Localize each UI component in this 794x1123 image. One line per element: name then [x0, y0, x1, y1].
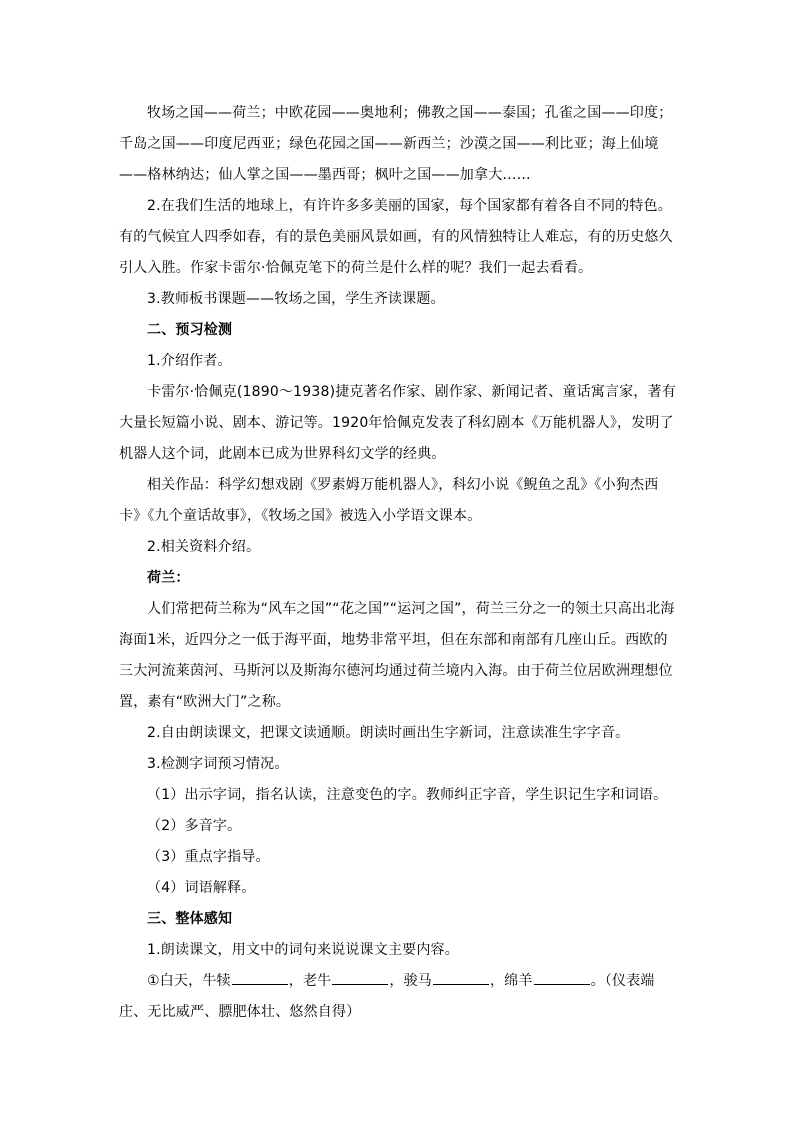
subheading-netherlands: 荷兰：	[147, 570, 190, 586]
paragraph-fill-in-blanks	[119, 966, 679, 1028]
document-body	[119, 98, 679, 1028]
section-heading-preview-check: 二、预习检测	[147, 322, 233, 338]
paragraph-item-3: （3）重点字指导。	[147, 849, 270, 865]
fill-prefix: ①白天，牛犊	[147, 973, 231, 989]
paragraph-related-materials: 2.相关资料介绍。	[147, 539, 261, 555]
paragraph-introduce-author: 1.介绍作者。	[147, 353, 232, 369]
paragraph-introduction: 2.在我们生活的地球上，有许许多多美丽的国家，每个国家都有着各自不同的特色。有的气候宜人四季如春，有的景色美丽风景如画，有的风情独特让人难忘，有的历史悠久引人入胜。作家卡雷尔·恰佩克笔下的荷兰是什么样的呢？我们一起去看看。	[119, 198, 673, 276]
paragraph-read-aloud: 1.朗读课文，用文中的词句来说说课文主要内容。	[147, 942, 459, 958]
paragraph-country-nicknames: 牧场之国——荷兰；中欧花园——奥地利；佛教之国——泰国；孔雀之国——印度；千岛之国——印度尼西亚；绿色花园之国——新西兰；沙漠之国——利比亚；海上仙境——格林纳达；仙人掌之国——墨西哥；枫叶之国——加拿大……	[119, 105, 673, 183]
fill-part-3: ，骏马	[389, 973, 432, 989]
fill-part-2: ，老牛	[288, 973, 332, 989]
paragraph-item-4: （4）词语解释。	[147, 880, 256, 896]
fill-part-4: ，绵羊	[489, 973, 533, 989]
paragraph-free-reading: 2.自由朗读课文，把课文读通顺。朗读时画出生字新词，注意读准生字字音。	[147, 725, 630, 741]
blank-line	[433, 970, 489, 985]
paragraph-board-title: 3.教师板书课题——牧场之国，学生齐读课题。	[147, 291, 445, 307]
paragraph-author-bio: 卡雷尔·恰佩克(1890～1938)捷克著名作家、剧作家、新闻记者、童话寓言家，著有大量长短篇小说、剧本、游记等。1920年恰佩克发表了科幻剧本《万能机器人》，发明了机器人这个词，此剧本已成为世界科幻文学的经典。	[119, 384, 677, 462]
section-heading-overall-perception: 三、整体感知	[147, 911, 233, 927]
blank-line	[332, 970, 388, 985]
paragraph-item-2: （2）多音字。	[147, 818, 242, 834]
fill-suffix: 。（仪表端庄、无比威严、膘肥体壮、悠然自得）	[119, 973, 655, 1020]
paragraph-item-1: （1）出示字词，指名认读，注意变色的字。教师纠正字音，学生识记生字和词语。	[147, 787, 668, 803]
blank-line	[534, 970, 590, 985]
paragraph-related-works: 相关作品：科学幻想戏剧《罗素姆万能机器人》，科幻小说《鲵鱼之乱》《小狗杰西卡》《九个童话故事》，《牧场之国》被选入小学语文课本。	[119, 477, 659, 524]
blank-line	[232, 970, 288, 985]
paragraph-vocabulary-check: 3.检测字词预习情况。	[147, 756, 289, 772]
paragraph-netherlands-info: 人们常把荷兰称为“风车之国”“花之国”“运河之国”，荷兰三分之一的领土只高出北海海面1米，近四分之一低于海平面，地势非常平坦，但在东部和南部有几座山丘。西欧的三大河流莱茵河、马斯河以及斯海尔德河均通过荷兰境内入海。由于荷兰位居欧洲理想位置，素有“欧洲大门”之称。	[119, 601, 675, 710]
